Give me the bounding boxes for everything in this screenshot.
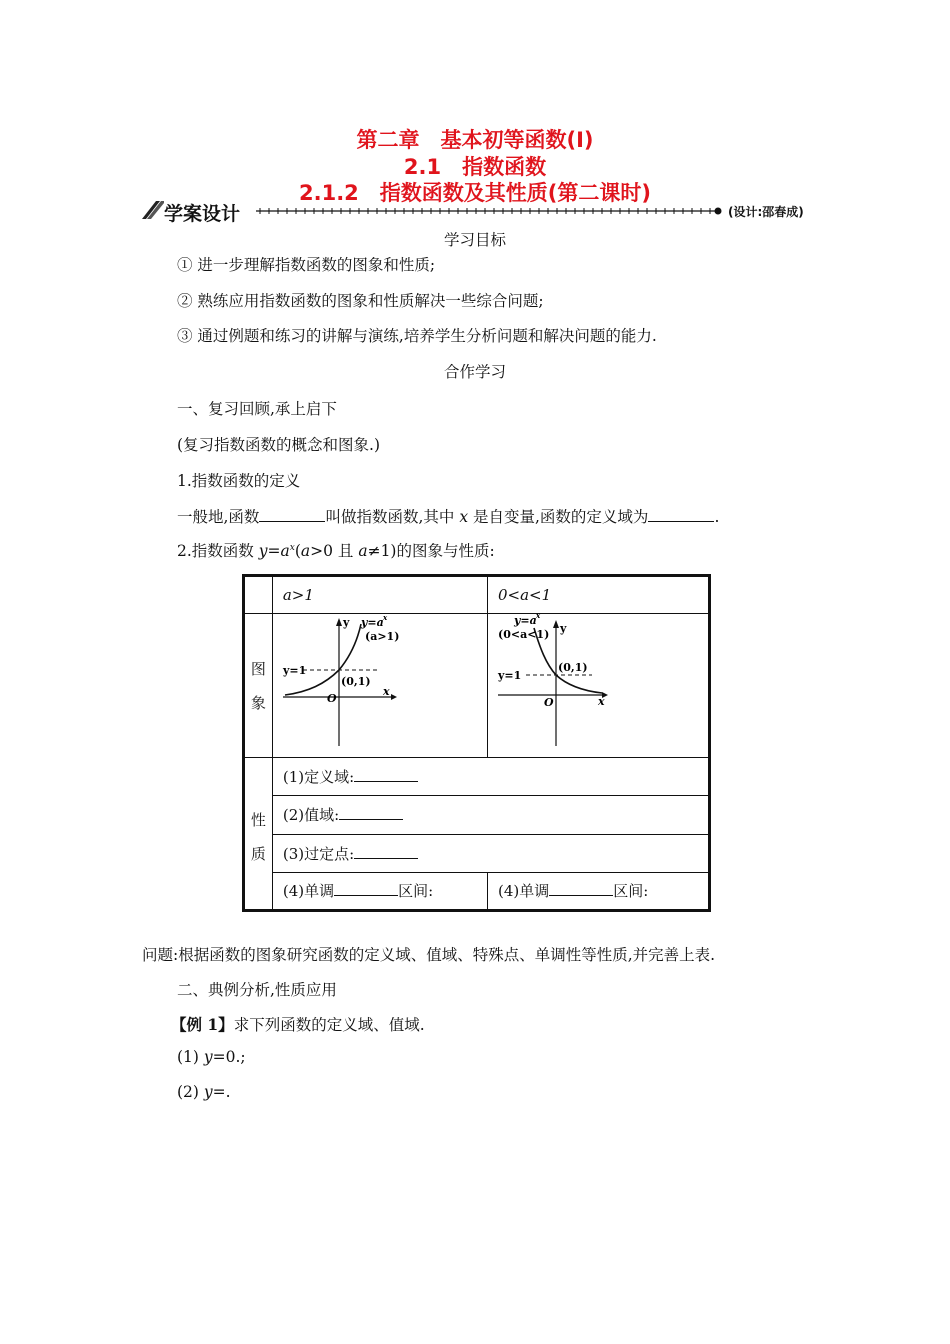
- graph2-origin: O: [544, 696, 554, 710]
- item1-num: (1): [177, 1048, 204, 1066]
- graph-label-1: 图: [250, 659, 266, 678]
- item2-var: y: [203, 1083, 213, 1101]
- q1-text-a: 一般地,函数: [177, 508, 260, 526]
- case-a-between-0-1: 0<a<1: [488, 576, 710, 614]
- monotonic-cell-2: [488, 872, 710, 910]
- q2-paren: (: [294, 542, 301, 560]
- case-a-gt-1: a>1: [272, 576, 487, 614]
- mono-label-a-2: (4)单调: [498, 882, 550, 901]
- range-cell: [272, 796, 709, 834]
- objective-item-1: ① 进一步理解指数函数的图象和性质;: [177, 256, 436, 274]
- item1-rest: =0.;: [212, 1048, 246, 1066]
- q1-variable: x: [459, 508, 469, 526]
- graph1-hline: y=1: [282, 664, 307, 678]
- graph-cell-decay: [488, 614, 710, 758]
- prop-label-1: 性: [250, 810, 266, 829]
- mono-label-a-1: (4)单调: [282, 882, 335, 901]
- range-row: [244, 796, 710, 834]
- domain-cell: [272, 758, 709, 796]
- q2-prefix: 2.指数函数: [177, 542, 259, 560]
- q1-definition: [177, 505, 719, 527]
- graph1-origin: O: [326, 692, 337, 706]
- example1-line: [171, 1013, 425, 1035]
- section-title: 2.1 指数函数: [403, 155, 547, 179]
- graph1-exp: x: [382, 614, 388, 623]
- graph2-xaxis: x: [598, 695, 605, 709]
- banner-dotted-line: [254, 203, 724, 219]
- item1-var: y: [203, 1048, 213, 1066]
- fixed-point-label: (3)过定点:: [282, 844, 355, 863]
- fixed-point-answer-blank[interactable]: [354, 857, 418, 859]
- coop-heading: 合作学习: [443, 363, 506, 381]
- banner-label: 学案设计: [164, 203, 241, 225]
- q2-y: y: [258, 542, 268, 560]
- properties-table: [242, 574, 711, 912]
- graph2-curve-label: y=a: [514, 614, 537, 628]
- part2-heading: 二、典例分析,性质应用: [177, 981, 337, 999]
- graph2-hline: y=1: [498, 669, 522, 683]
- monotonic-row: [244, 872, 710, 910]
- property-row-label: [244, 758, 273, 911]
- graph2-yaxis: y: [560, 622, 567, 636]
- range-answer-blank[interactable]: [339, 818, 403, 820]
- example1-text: 求下列函数的定义域、值域.: [233, 1016, 425, 1034]
- q2-a: a: [280, 542, 290, 560]
- range-label: (2)值域:: [282, 806, 340, 825]
- example1-item-2: [177, 1083, 231, 1101]
- graph1-point: (0,1): [340, 675, 371, 689]
- q1-text-b: 叫做指数函数,其中: [325, 508, 455, 526]
- graph1-yaxis: y: [342, 616, 350, 630]
- mono-answer-blank-1[interactable]: [334, 894, 398, 896]
- objectives-heading: 学习目标: [443, 231, 506, 249]
- question-text: 问题:根据函数的图象研究函数的定义域、值域、特殊点、单调性等性质,并完善上表.: [142, 946, 716, 964]
- fixed-point-cell: [272, 834, 709, 872]
- graph2-exp: x: [536, 614, 541, 621]
- prop-label-2: 质: [250, 844, 266, 863]
- graph-a-gt-1: [273, 614, 478, 752]
- domain-blank[interactable]: [648, 520, 714, 522]
- example1-tag: 【例 1】: [171, 1015, 234, 1034]
- q1-text-c: 是自变量,函数的定义域为: [473, 508, 649, 526]
- domain-row: [244, 758, 710, 796]
- function-blank[interactable]: [259, 520, 325, 522]
- banner-stripes-icon: [142, 201, 164, 219]
- q1-end: .: [714, 508, 720, 526]
- review-note: (复习指数函数的概念和图象.): [177, 436, 381, 454]
- graph1-curve-label: y=a: [360, 616, 384, 630]
- chapter-title: 第二章 基本初等函数(Ⅰ): [356, 128, 594, 152]
- q2-title: [177, 539, 495, 561]
- q1-title: 1.指数函数的定义: [177, 472, 301, 490]
- item2-num: (2): [177, 1083, 204, 1101]
- q2-cond1: >0 且: [310, 542, 359, 560]
- fixed-point-row: [244, 834, 710, 872]
- graph-cell-growth: [272, 614, 487, 758]
- table-corner-cell: [244, 576, 273, 614]
- mono-label-b-2: 区间:: [613, 882, 649, 901]
- objective-item-3: ③ 通过例题和练习的讲解与演练,培养学生分析问题和解决问题的能力.: [177, 327, 657, 345]
- domain-answer-blank[interactable]: [354, 780, 418, 782]
- subsection-title: 2.1.2 指数函数及其性质(第二课时): [299, 181, 651, 205]
- objective-item-2: ② 熟练应用指数函数的图象和性质解决一些综合问题;: [177, 292, 544, 310]
- domain-label: (1)定义域:: [282, 768, 355, 787]
- table-header-row: [244, 576, 710, 614]
- q2-a2: a: [300, 542, 311, 560]
- graph2-point: (0,1): [558, 661, 588, 675]
- table-graph-row: [244, 614, 710, 758]
- design-banner: [142, 199, 822, 223]
- graph-label-2: 象: [250, 693, 266, 712]
- example1-item-1: [177, 1048, 246, 1066]
- mono-answer-blank-2[interactable]: [549, 894, 613, 896]
- q2-x: x: [289, 542, 295, 553]
- q2-a3: a: [358, 542, 368, 560]
- q2-eq: =: [267, 542, 281, 560]
- mono-label-b-1: 区间:: [398, 882, 434, 901]
- part1-heading: 一、复习回顾,承上启下: [177, 400, 337, 418]
- graph1-xaxis: x: [382, 685, 390, 699]
- graph2-cond: (0<a<1): [498, 628, 550, 642]
- q2-cond2: ≠1)的图象与性质:: [367, 542, 495, 560]
- graph1-cond: (a>1): [364, 630, 400, 644]
- banner-designer: (设计:邵春成): [728, 205, 804, 219]
- graph-a-between-0-1: [488, 614, 708, 752]
- graph-row-label: [244, 614, 273, 758]
- item2-rest: =.: [212, 1083, 231, 1101]
- monotonic-cell-1: [272, 872, 487, 910]
